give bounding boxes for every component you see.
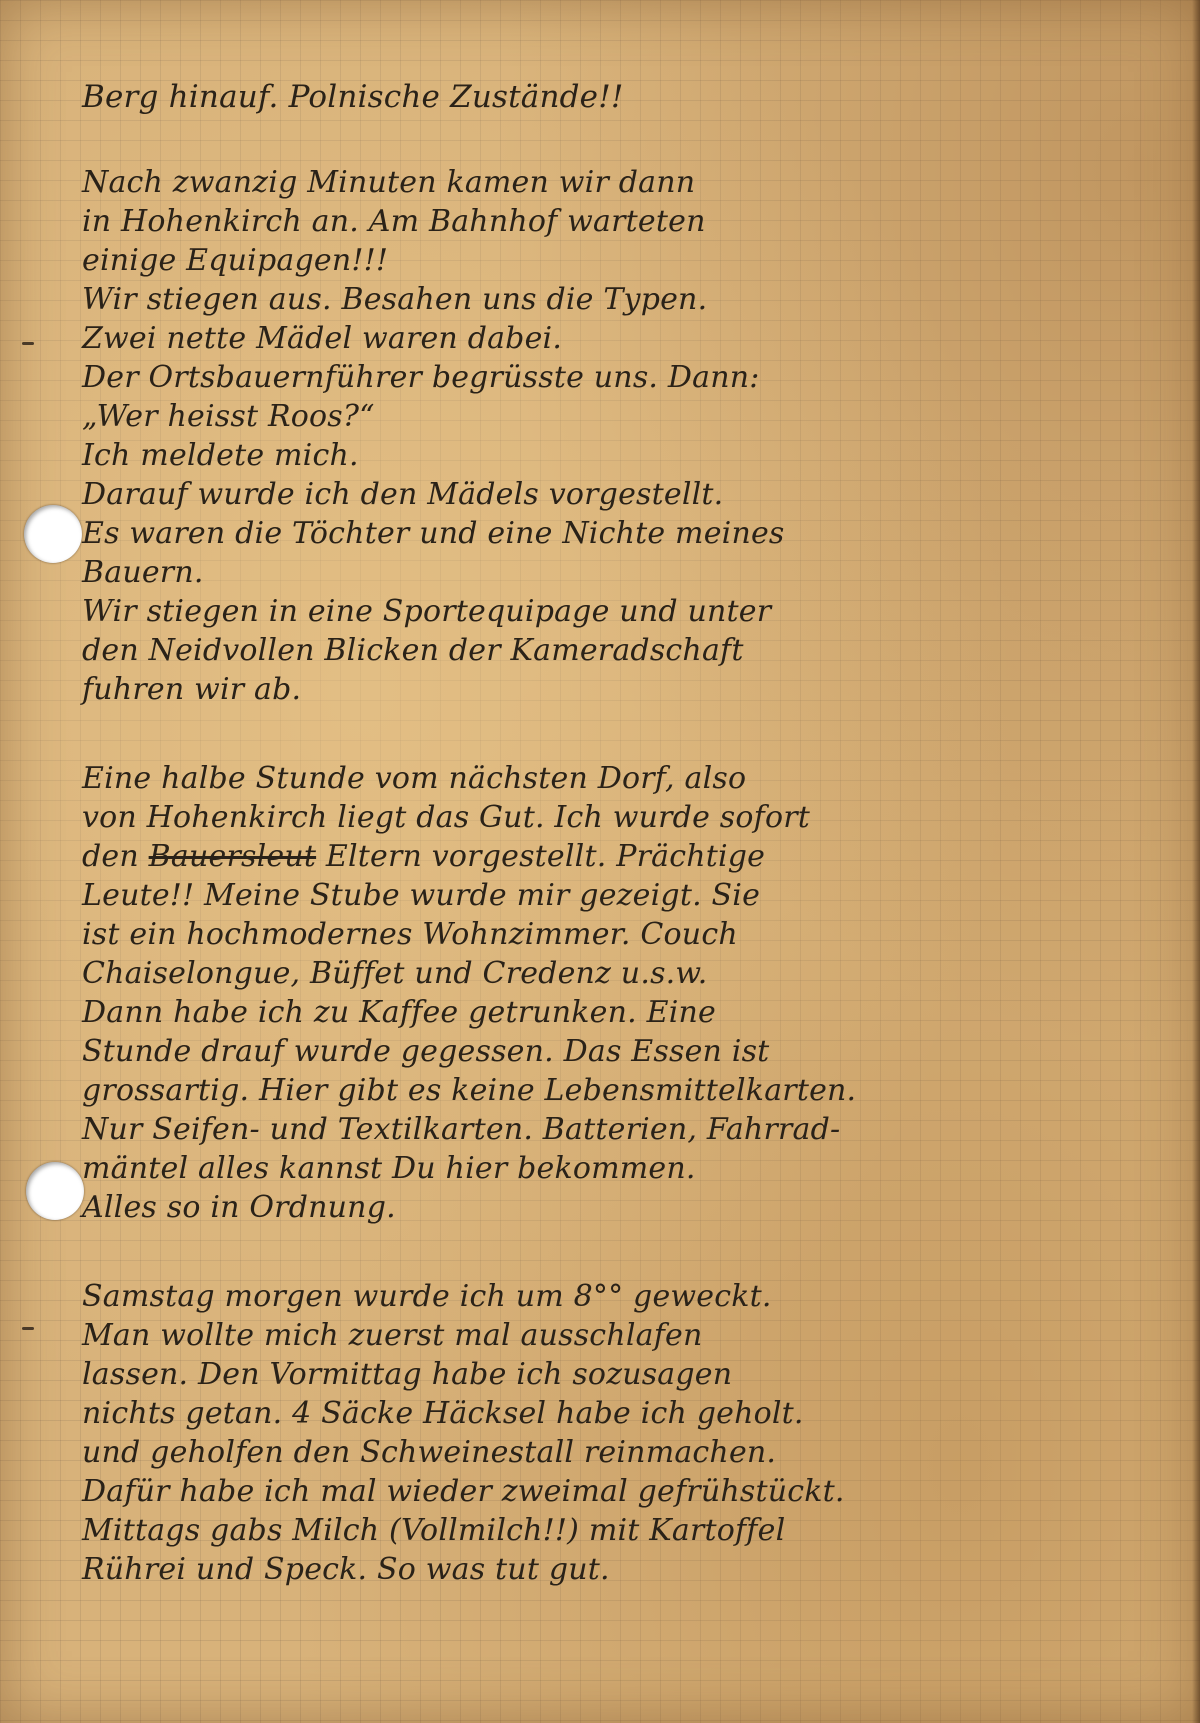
page-edge	[1192, 0, 1200, 1723]
text-line: Nur Seifen- und Textilkarten. Batterien, Fahrrad-	[82, 1112, 841, 1147]
text-line: in Hohenkirch an. Am Bahnhof warteten	[82, 204, 706, 239]
struck-out-word: Bauersleut	[148, 839, 317, 874]
text-line: Samstag morgen wurde ich um 8°° geweckt.	[82, 1279, 772, 1314]
punch-hole-bottom	[26, 1162, 84, 1220]
text-line: fuhren wir ab.	[82, 672, 302, 707]
text-line: Bauern.	[82, 555, 204, 590]
text-line: Stunde drauf wurde gegessen. Das Essen ist	[82, 1034, 770, 1069]
text-line: und geholfen den Schweinestall reinmachen.	[82, 1435, 777, 1470]
punch-hole-top	[24, 505, 82, 563]
text-line: Mittags gabs Milch (Vollmilch!!) mit Kartoffel	[82, 1513, 786, 1548]
text-line: den Neidvollen Blicken der Kameradschaft	[82, 633, 744, 668]
paragraph-3	[82, 1277, 1142, 1589]
margin-mark	[22, 342, 34, 345]
text-line: „Wer heisst Roos?“	[82, 399, 375, 434]
text-fragment: Eltern vorgestellt. Prächtige	[325, 839, 766, 874]
page-heading: Berg hinauf. Polnische Zustände!!	[82, 79, 624, 115]
text-fragment: den	[82, 839, 139, 874]
text-line: Der Ortsbauernführer begrüsste uns. Dann:	[82, 360, 760, 395]
text-line: Wir stiegen aus. Besahen uns die Typen.	[82, 282, 708, 317]
paragraph-2	[82, 759, 1142, 1227]
text-line: nichts getan. 4 Säcke Häcksel habe ich geholt.	[82, 1396, 804, 1431]
text-line: mäntel alles kannst Du hier bekommen.	[82, 1151, 696, 1186]
text-line: Rührei und Speck. So was tut gut.	[82, 1552, 610, 1587]
text-line: ist ein hochmodernes Wohnzimmer. Couch	[82, 917, 738, 952]
margin-mark	[22, 1327, 34, 1330]
handwritten-text	[82, 78, 1142, 1589]
text-line: Nach zwanzig Minuten kamen wir dann	[82, 165, 696, 200]
text-line: Ich meldete mich.	[82, 438, 359, 473]
text-line: grossartig. Hier gibt es keine Lebensmittelkarten.	[82, 1073, 857, 1108]
text-line	[82, 837, 1142, 876]
text-line: Es waren die Töchter und eine Nichte meines	[82, 516, 785, 551]
text-line: Alles so in Ordnung.	[82, 1190, 396, 1225]
text-line: Dann habe ich zu Kaffee getrunken. Eine	[82, 995, 716, 1030]
text-line: Zwei nette Mädel waren dabei.	[82, 321, 563, 356]
text-line: Dafür habe ich mal wieder zweimal gefrühstückt.	[82, 1474, 845, 1509]
text-line: Darauf wurde ich den Mädels vorgestellt.	[82, 477, 724, 512]
text-line: Leute!! Meine Stube wurde mir gezeigt. Sie	[82, 878, 761, 913]
text-line: Chaiselongue, Büffet und Credenz u.s.w.	[82, 956, 708, 991]
text-line: Eine halbe Stunde vom nächsten Dorf, also	[82, 761, 747, 796]
paragraph-1	[82, 163, 1142, 709]
text-line: einige Equipagen!!!	[82, 243, 389, 278]
text-line: Wir stiegen in eine Sportequipage und unter	[82, 594, 772, 629]
text-line: lassen. Den Vormittag habe ich sozusagen	[82, 1357, 733, 1392]
text-line: Man wollte mich zuerst mal ausschlafen	[82, 1318, 703, 1353]
text-line: von Hohenkirch liegt das Gut. Ich wurde sofort	[82, 800, 810, 835]
